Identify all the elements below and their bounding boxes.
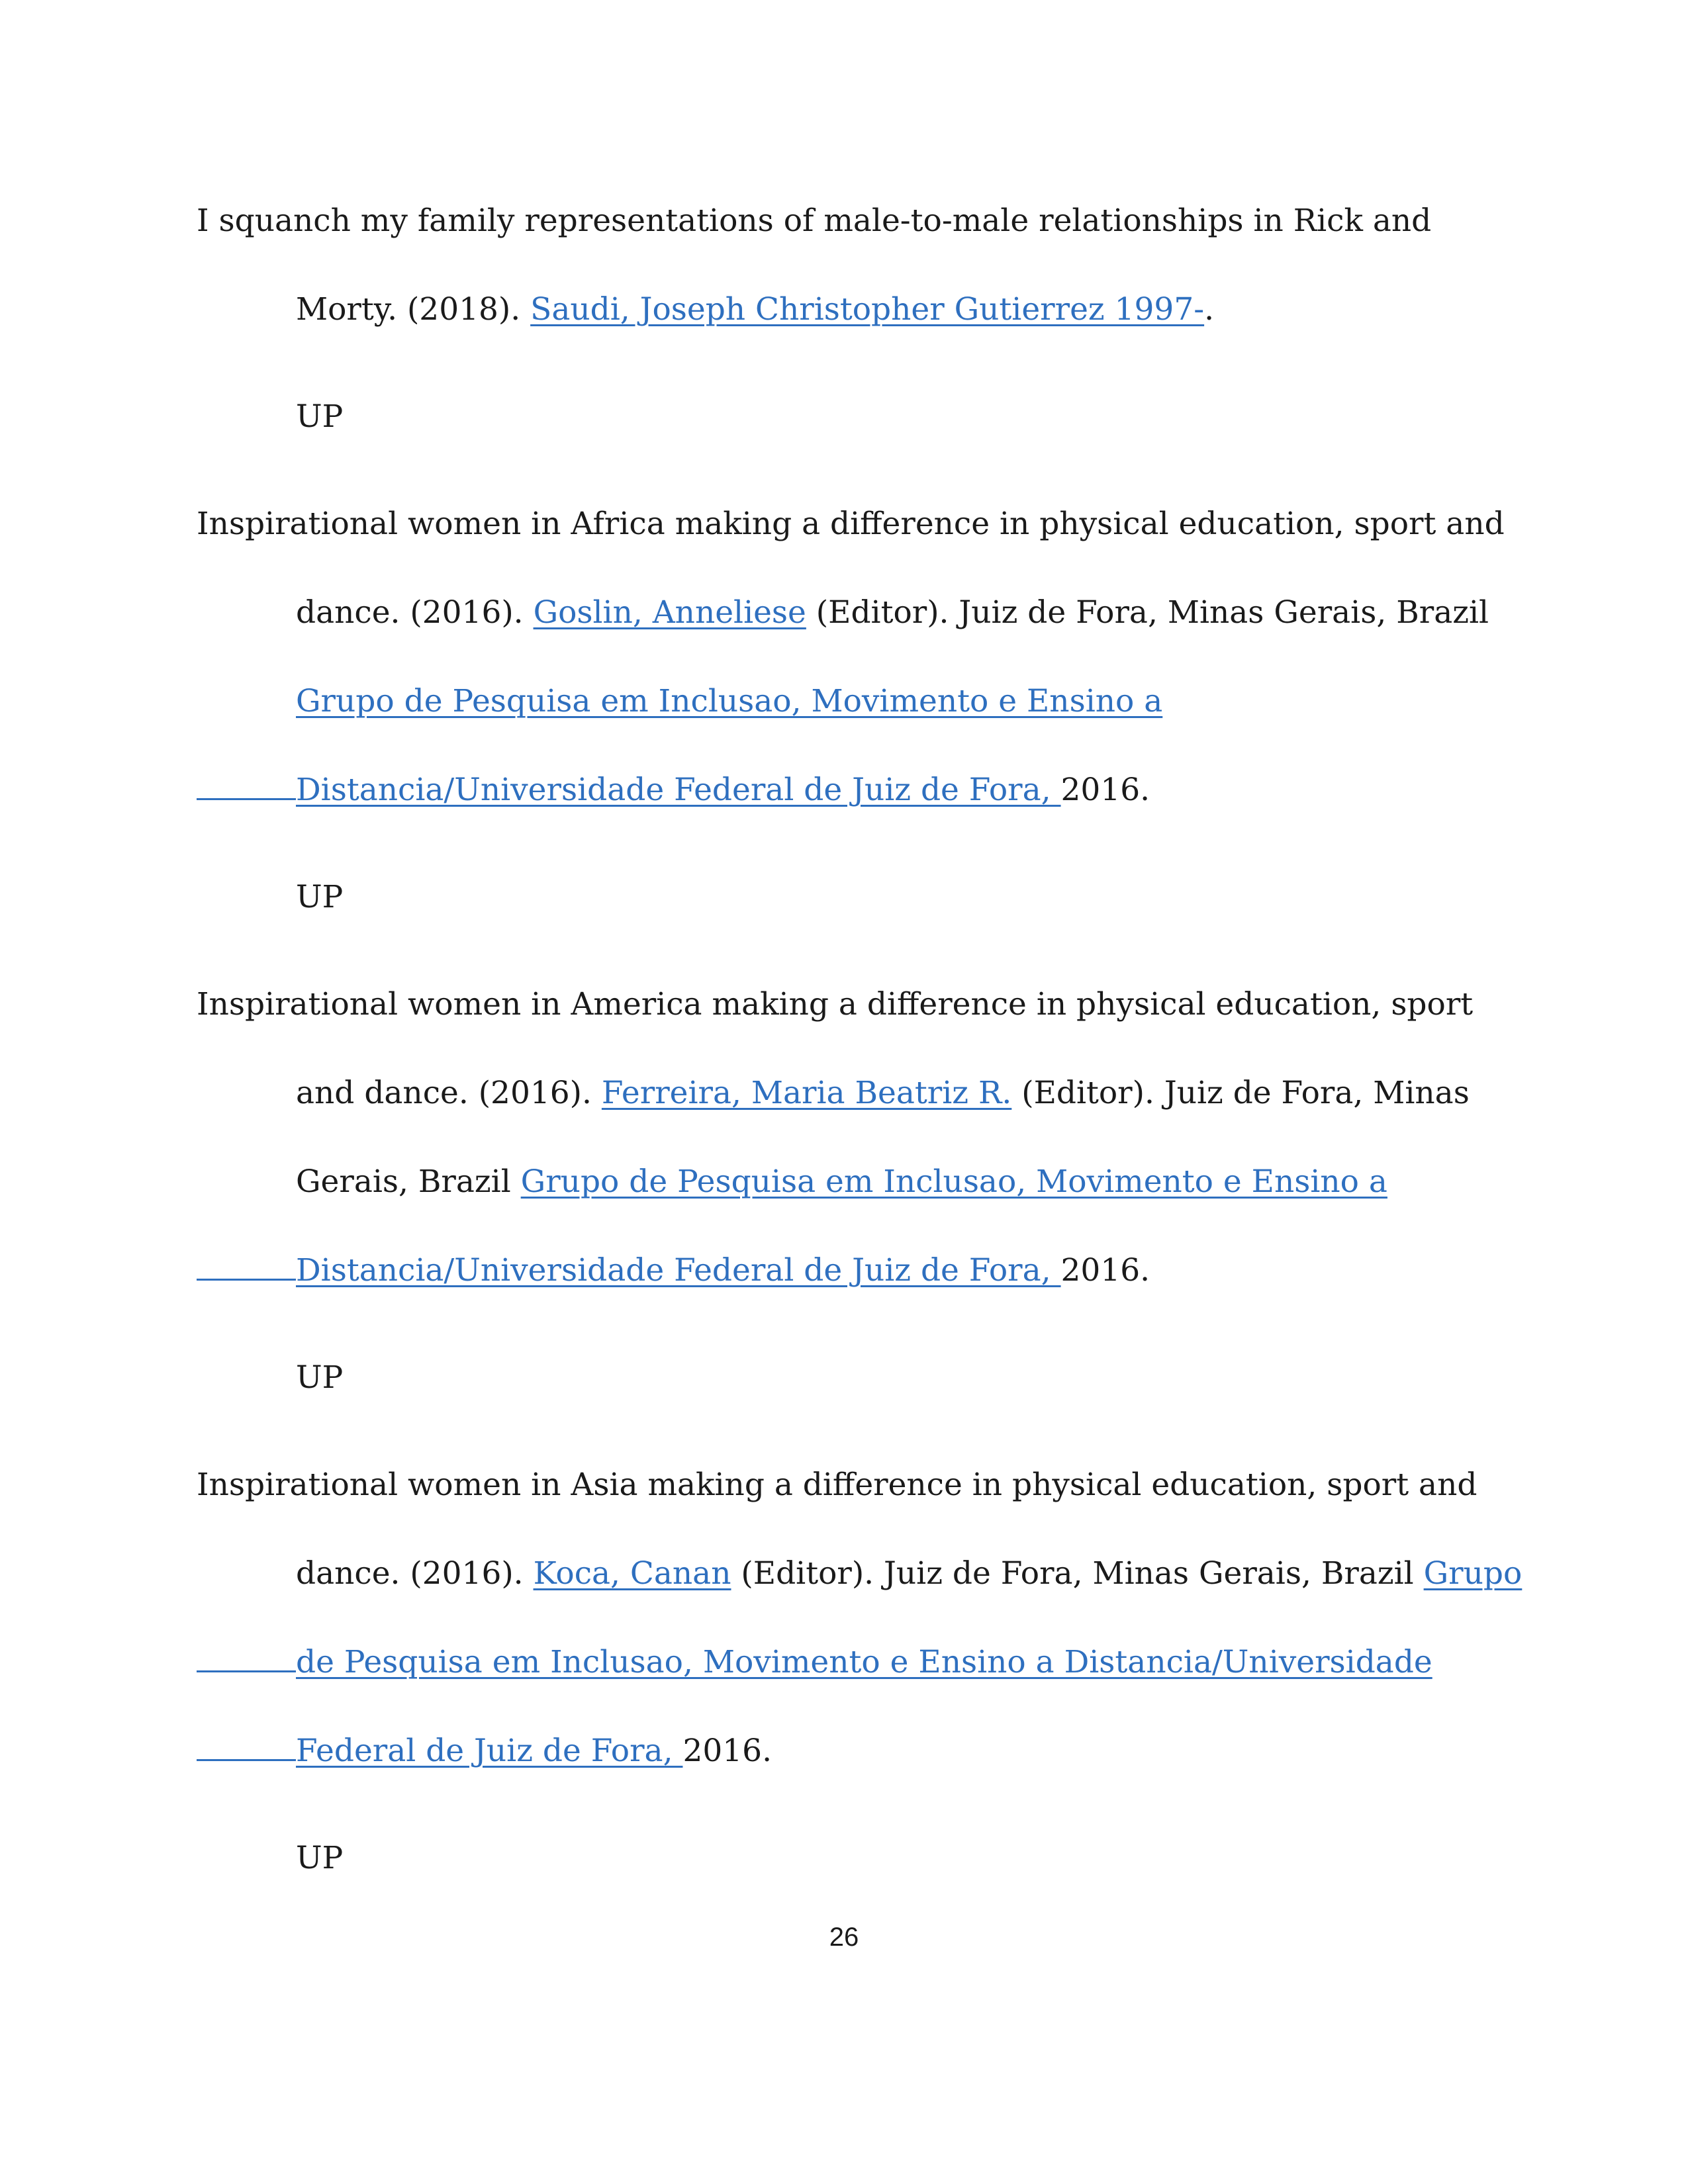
- status-label: UP: [296, 1359, 344, 1396]
- year-text: 2016.: [1060, 1252, 1150, 1289]
- entry-title: I squanch my family representations of male-to-male relationships in Rick and: [197, 203, 1432, 239]
- publisher-line: [197, 1731, 772, 1771]
- publisher-line: [296, 682, 1162, 721]
- author-link[interactable]: Koca, Canan: [533, 1555, 731, 1592]
- citation-text: dance. (2016).: [296, 594, 534, 631]
- publisher-link[interactable]: Distancia/Universidade Federal de Juiz de Fora,: [296, 772, 1061, 808]
- publisher-line: [296, 1162, 1387, 1202]
- page-number: 26: [829, 1923, 859, 1952]
- link-underline-lead: [197, 1252, 296, 1281]
- entry-title: Inspirational women in Africa making a difference in physical education, sport and: [197, 506, 1505, 542]
- publisher-link[interactable]: Grupo de Pesquisa em Inclusao, Movimento e Ensino a: [296, 683, 1163, 719]
- status-label: UP: [296, 398, 344, 435]
- link-underline-lead: [197, 1644, 296, 1672]
- status-label: UP: [296, 1840, 344, 1876]
- citation-text: (Editor). Juiz de Fora, Minas Gerais, Brazil: [731, 1555, 1424, 1592]
- publisher-line: [197, 770, 1150, 810]
- publisher-link[interactable]: Federal de Juiz de Fora,: [296, 1733, 683, 1769]
- link-underline-lead: [197, 772, 296, 800]
- publisher-link[interactable]: Grupo de Pesquisa em Inclusao, Movimento e Ensino a: [520, 1163, 1387, 1200]
- author-link[interactable]: Goslin, Anneliese: [533, 594, 806, 631]
- citation-text: Gerais, Brazil: [296, 1163, 521, 1200]
- entry-citation-line: [296, 1554, 1522, 1594]
- year-text: 2016.: [682, 1733, 773, 1769]
- publisher-link[interactable]: de Pesquisa em Inclusao, Movimento e Ensino a Distancia/Universidade: [296, 1644, 1432, 1680]
- link-underline-lead: [197, 1733, 296, 1761]
- citation-text: dance. (2016).: [296, 1555, 534, 1592]
- entry-title-line: [197, 1465, 1477, 1505]
- author-link[interactable]: Ferreira, Maria Beatriz R.: [601, 1075, 1012, 1111]
- publisher-line: [197, 1251, 1150, 1291]
- citation-text: and dance. (2016).: [296, 1075, 602, 1111]
- entry-citation-line: [296, 1073, 1470, 1113]
- entry-citation-line: [296, 290, 1214, 330]
- publisher-link[interactable]: Distancia/Universidade Federal de Juiz de Fora,: [296, 1252, 1061, 1289]
- status-label: UP: [296, 879, 344, 915]
- entry-title: Inspirational women in America making a difference in physical education, sport: [197, 986, 1474, 1023]
- citation-text: (Editor). Juiz de Fora, Minas Gerais, Brazil: [806, 594, 1489, 631]
- entry-title-line: [197, 985, 1473, 1024]
- year-text: 2016.: [1060, 772, 1150, 808]
- author-link[interactable]: Saudi, Joseph Christopher Gutierrez 1997-: [530, 291, 1205, 328]
- publisher-link[interactable]: Grupo: [1423, 1555, 1523, 1592]
- entry-title: Inspirational women in Asia making a difference in physical education, sport and: [197, 1467, 1477, 1503]
- citation-text: Morty. (2018).: [296, 291, 531, 328]
- entry-title-line: [197, 504, 1505, 544]
- publisher-line: [197, 1643, 1432, 1682]
- citation-text: (Editor). Juiz de Fora, Minas: [1011, 1075, 1470, 1111]
- citation-text: .: [1204, 291, 1215, 328]
- entry-title-line: [197, 201, 1431, 241]
- entry-citation-line: [296, 593, 1489, 633]
